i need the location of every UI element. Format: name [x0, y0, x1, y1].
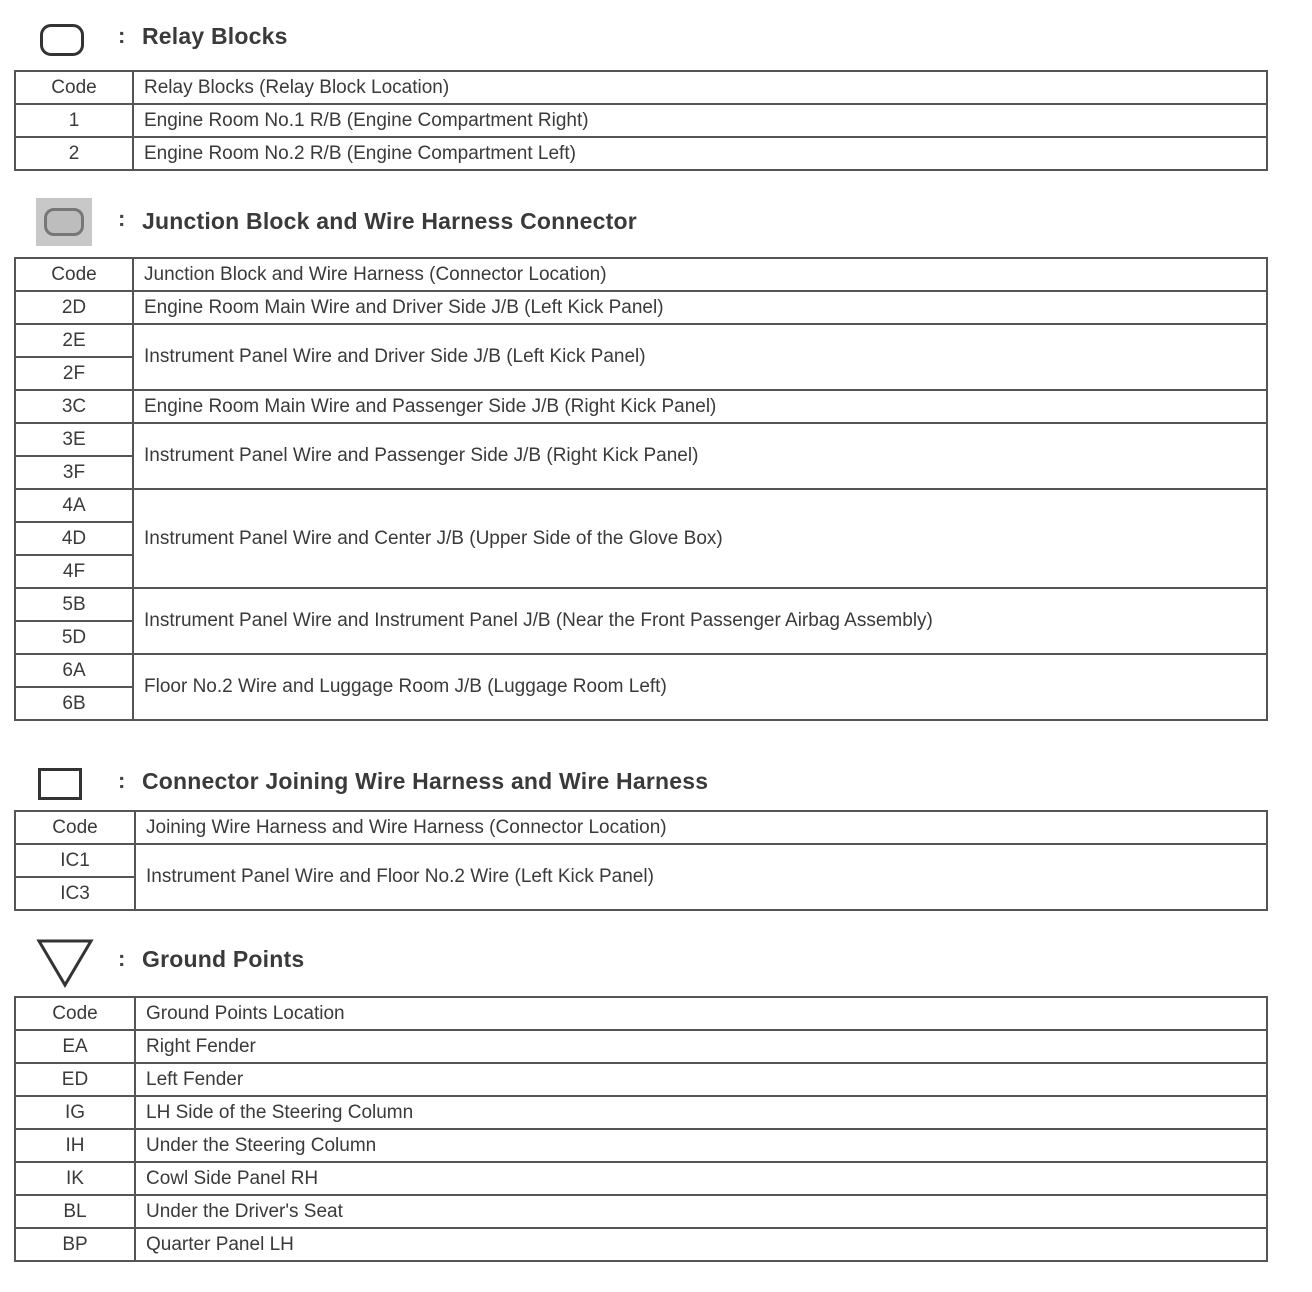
location-cell: Cowl Side Panel RH — [135, 1162, 1267, 1195]
code-cell: 3E — [15, 423, 133, 456]
section-title: Relay Blocks — [142, 23, 288, 49]
table-row — [15, 1096, 1267, 1129]
location-cell: Engine Room Main Wire and Driver Side J/B (Left Kick Panel) — [133, 291, 1267, 324]
section-title: Ground Points — [142, 946, 305, 972]
junction-block-table — [14, 257, 1268, 721]
location-cell: Quarter Panel LH — [135, 1228, 1267, 1261]
code-cell: 3C — [15, 390, 133, 423]
table-row — [15, 1063, 1267, 1096]
table-row — [15, 390, 1267, 423]
location-cell: Under the Driver's Seat — [135, 1195, 1267, 1228]
table-header-row — [15, 811, 1267, 844]
code-cell: 5B — [15, 588, 133, 621]
header-colon: : — [118, 946, 126, 971]
code-cell: EA — [15, 1030, 135, 1063]
code-cell: 4D — [15, 522, 133, 555]
table-row — [15, 1195, 1267, 1228]
header-colon: : — [118, 23, 126, 48]
table-header-row — [15, 258, 1267, 291]
table-row — [15, 844, 1267, 877]
relay-blocks-header — [14, 18, 914, 58]
ground-points-table — [14, 996, 1268, 1262]
code-cell: ED — [15, 1063, 135, 1096]
code-cell: 2E — [15, 324, 133, 357]
location-header: Relay Blocks (Relay Block Location) — [133, 71, 1267, 104]
table-row — [15, 324, 1267, 357]
location-cell: Left Fender — [135, 1063, 1267, 1096]
code-cell: 2F — [15, 357, 133, 390]
code-header: Code — [15, 71, 133, 104]
junction-block-header — [14, 198, 914, 238]
relay-blocks-table — [14, 70, 1268, 171]
table-row — [15, 423, 1267, 456]
code-cell: 6B — [15, 687, 133, 720]
code-header: Code — [15, 258, 133, 291]
location-header: Joining Wire Harness and Wire Harness (Connector Location) — [135, 811, 1267, 844]
code-cell: 2D — [15, 291, 133, 324]
code-cell: 4F — [15, 555, 133, 588]
location-cell: Right Fender — [135, 1030, 1267, 1063]
code-cell: IK — [15, 1162, 135, 1195]
location-cell: Engine Room Main Wire and Passenger Side J/B (Right Kick Panel) — [133, 390, 1267, 423]
code-cell: 2 — [15, 137, 133, 170]
location-cell: Instrument Panel Wire and Floor No.2 Wire (Left Kick Panel) — [135, 844, 1267, 910]
ground-points-header — [14, 936, 914, 992]
section-title: Junction Block and Wire Harness Connector — [142, 208, 637, 234]
location-cell: LH Side of the Steering Column — [135, 1096, 1267, 1129]
rounded-rect-icon — [40, 24, 84, 56]
table-row — [15, 137, 1267, 170]
location-cell: Engine Room No.2 R/B (Engine Compartment Left) — [133, 137, 1267, 170]
table-row — [15, 1030, 1267, 1063]
header-colon: : — [118, 206, 126, 231]
location-cell: Instrument Panel Wire and Passenger Side J/B (Right Kick Panel) — [133, 423, 1267, 489]
location-header: Ground Points Location — [135, 997, 1267, 1030]
table-row — [15, 104, 1267, 137]
code-cell: 3F — [15, 456, 133, 489]
table-row — [15, 654, 1267, 687]
shaded-rounded-rect-icon — [36, 198, 92, 246]
header-colon: : — [118, 768, 126, 793]
table-header-row — [15, 997, 1267, 1030]
code-cell: 4A — [15, 489, 133, 522]
table-row — [15, 489, 1267, 522]
code-cell: IG — [15, 1096, 135, 1129]
connector-header — [14, 762, 914, 802]
code-cell: 6A — [15, 654, 133, 687]
table-row — [15, 1228, 1267, 1261]
location-cell: Instrument Panel Wire and Instrument Panel J/B (Near the Front Passenger Airbag Assembly) — [133, 588, 1267, 654]
location-cell: Engine Room No.1 R/B (Engine Compartment Right) — [133, 104, 1267, 137]
code-cell: IC3 — [15, 877, 135, 910]
table-header-row — [15, 71, 1267, 104]
location-header: Junction Block and Wire Harness (Connector Location) — [133, 258, 1267, 291]
location-cell: Floor No.2 Wire and Luggage Room J/B (Luggage Room Left) — [133, 654, 1267, 720]
table-row — [15, 291, 1267, 324]
table-row — [15, 1162, 1267, 1195]
square-icon — [38, 768, 82, 800]
code-cell: BP — [15, 1228, 135, 1261]
code-cell: 1 — [15, 104, 133, 137]
code-cell: BL — [15, 1195, 135, 1228]
table-row — [15, 588, 1267, 621]
location-cell: Under the Steering Column — [135, 1129, 1267, 1162]
code-cell: IC1 — [15, 844, 135, 877]
code-cell: 5D — [15, 621, 133, 654]
code-header: Code — [15, 811, 135, 844]
connector-table — [14, 810, 1268, 911]
location-cell: Instrument Panel Wire and Center J/B (Upper Side of the Glove Box) — [133, 489, 1267, 588]
code-cell: IH — [15, 1129, 135, 1162]
section-title: Connector Joining Wire Harness and Wire Harness — [142, 768, 709, 794]
inverted-triangle-icon — [36, 938, 94, 988]
table-row — [15, 1129, 1267, 1162]
code-header: Code — [15, 997, 135, 1030]
location-cell: Instrument Panel Wire and Driver Side J/B (Left Kick Panel) — [133, 324, 1267, 390]
